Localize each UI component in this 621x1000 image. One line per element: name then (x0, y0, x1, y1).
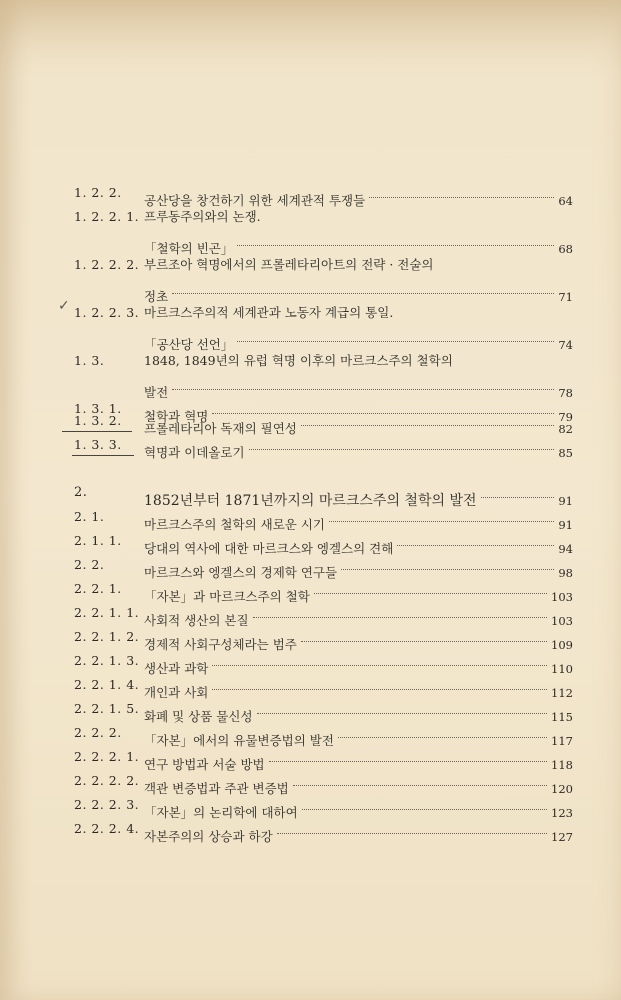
section-number: 1. 3. 1. (74, 401, 122, 416)
dot-leader (329, 499, 554, 522)
entry-title: 공산당을 창건하기 위한 세계관적 투쟁들 (144, 193, 366, 208)
page-number: 109 (551, 638, 573, 652)
toc-entry (0, 182, 621, 208)
dot-leader (481, 475, 555, 498)
section-number: 2. 2. 1. 1. (74, 605, 140, 620)
dot-leader (257, 691, 548, 714)
entry-title: 개인과 사회 (144, 685, 209, 700)
page-number: 94 (558, 542, 573, 556)
page-number: 71 (558, 290, 573, 304)
toc-entry (0, 434, 621, 460)
page-number: 110 (551, 662, 573, 676)
entry-title: 경제적 사회구성체라는 범주 (144, 637, 297, 652)
page-number: 85 (558, 446, 573, 460)
page-number: 123 (551, 806, 573, 820)
section-number: 2. 2. 2. 1. (74, 749, 140, 764)
page-number: 78 (558, 386, 573, 400)
dot-leader (237, 223, 554, 246)
dot-leader (397, 523, 554, 546)
entry-title: 「철학의 빈곤」 (144, 241, 234, 256)
page-number: 91 (558, 518, 573, 532)
dot-leader (253, 595, 547, 618)
entry-title: 화폐 및 상품 물신성 (144, 709, 253, 724)
dot-leader (277, 811, 547, 834)
page-number: 120 (551, 782, 573, 796)
entry-title: 연구 방법과 서술 방법 (144, 757, 265, 772)
page-number: 103 (551, 590, 573, 604)
section-number: 2. 2. 2. 4. (74, 821, 140, 836)
page-number: 118 (551, 758, 573, 772)
page-number: 79 (558, 410, 573, 424)
section-number: 1. 3. 2. (74, 413, 122, 428)
entry-title: 철학과 혁명 (144, 409, 209, 424)
dot-leader (314, 571, 547, 594)
section-number: 2. 2. 1. 5. (74, 701, 140, 716)
section-number: 1. 3. 3. (74, 437, 122, 452)
dot-leader (302, 787, 547, 810)
entry-title: 정초 (144, 289, 169, 304)
section-number: 1. 2. 2. 2. (74, 257, 140, 272)
dot-leader (249, 427, 555, 450)
entry-title: 마르크스와 엥겔스의 경제학 연구들 (144, 565, 338, 580)
entry-title: 마르크스주의 철학의 새로운 시기 (144, 517, 325, 532)
dot-leader (301, 619, 547, 642)
dot-leader (172, 271, 554, 294)
section-number: 2. 2. 1. 2. (74, 629, 140, 644)
entry-title: 당대의 역사에 대한 마르크스와 엥겔스의 견해 (144, 541, 394, 556)
entry-title: 객관 변증법과 주관 변증법 (144, 781, 289, 796)
section-number: 1. 2. 2. (74, 185, 122, 200)
handwritten-check-mark: ✓ (58, 298, 70, 314)
page-number: 82 (558, 422, 573, 436)
page-number: 64 (558, 194, 573, 208)
section-number: 2. 2. 1. (74, 581, 122, 596)
section-number: 1. 2. 2. 1. (74, 209, 140, 224)
entry-title: 혁명과 이데올로기 (144, 445, 245, 460)
dot-leader (338, 715, 547, 738)
page-number: 68 (558, 242, 573, 256)
page-number: 98 (558, 566, 573, 580)
page-number: 127 (551, 830, 573, 844)
section-number: 2. (74, 485, 88, 500)
section-number: 2. 2. 1. 3. (74, 653, 140, 668)
section-number: 1. 3. (74, 353, 105, 368)
entry-title: 1852년부터 1871년까지의 마르크스주의 철학의 발전 (144, 493, 477, 509)
entry-title: 「공산당 선언」 (144, 337, 234, 352)
toc-entry-continued (0, 230, 621, 256)
entry-title: 「자본」과 마르크스주의 철학 (144, 589, 310, 604)
dot-leader (293, 763, 547, 786)
page-number: 112 (551, 686, 573, 700)
page-number: 91 (558, 494, 573, 508)
toc-entry-continued (0, 278, 621, 304)
entry-title: 「자본」의 논리학에 대하여 (144, 805, 298, 820)
toc-entry (0, 818, 621, 844)
section-number: 2. 2. 2. 2. (74, 773, 140, 788)
section-number: 1. 2. 2. 3. (74, 305, 140, 320)
page-number: 115 (551, 710, 573, 724)
toc-entry-continued (0, 326, 621, 352)
section-number: 2. 2. 1. 4. (74, 677, 140, 692)
dot-leader (237, 319, 554, 342)
entry-title: 부르조아 혁명에서의 프롤레타리아트의 전략 · 전술의 (144, 257, 434, 272)
dot-leader (301, 403, 555, 426)
dot-leader (172, 367, 554, 390)
entry-title: 자본주의의 상승과 하강 (144, 829, 273, 844)
entry-title: 「자본」에서의 유물변증법의 발전 (144, 733, 334, 748)
page-number: 117 (551, 734, 573, 748)
section-number: 2. 2. (74, 557, 105, 572)
section-number: 2. 2. 2. (74, 725, 122, 740)
entry-title: 발전 (144, 385, 169, 400)
entry-title: 1848, 1849년의 유럽 혁명 이후의 마르크스주의 철학의 (144, 353, 453, 368)
entry-title: 프루동주의와의 논쟁. (144, 209, 261, 224)
dot-leader (269, 739, 547, 762)
section-number: 2. 1. (74, 509, 105, 524)
page-number: 74 (558, 338, 573, 352)
dot-leader (369, 175, 554, 198)
dot-leader (212, 667, 547, 690)
dot-leader (212, 643, 547, 666)
dot-leader (341, 547, 554, 570)
section-number: 2. 1. 1. (74, 533, 122, 548)
entry-title: 생산과 과학 (144, 661, 209, 676)
section-number: 2. 2. 2. 3. (74, 797, 140, 812)
entry-title: 마르크스주의적 세계관과 노동자 계급의 통일. (144, 305, 394, 320)
entry-title: 사회적 생산의 본질 (144, 613, 249, 628)
entry-title: 프롤레타리아 독재의 필연성 (144, 421, 297, 436)
page-number: 103 (551, 614, 573, 628)
